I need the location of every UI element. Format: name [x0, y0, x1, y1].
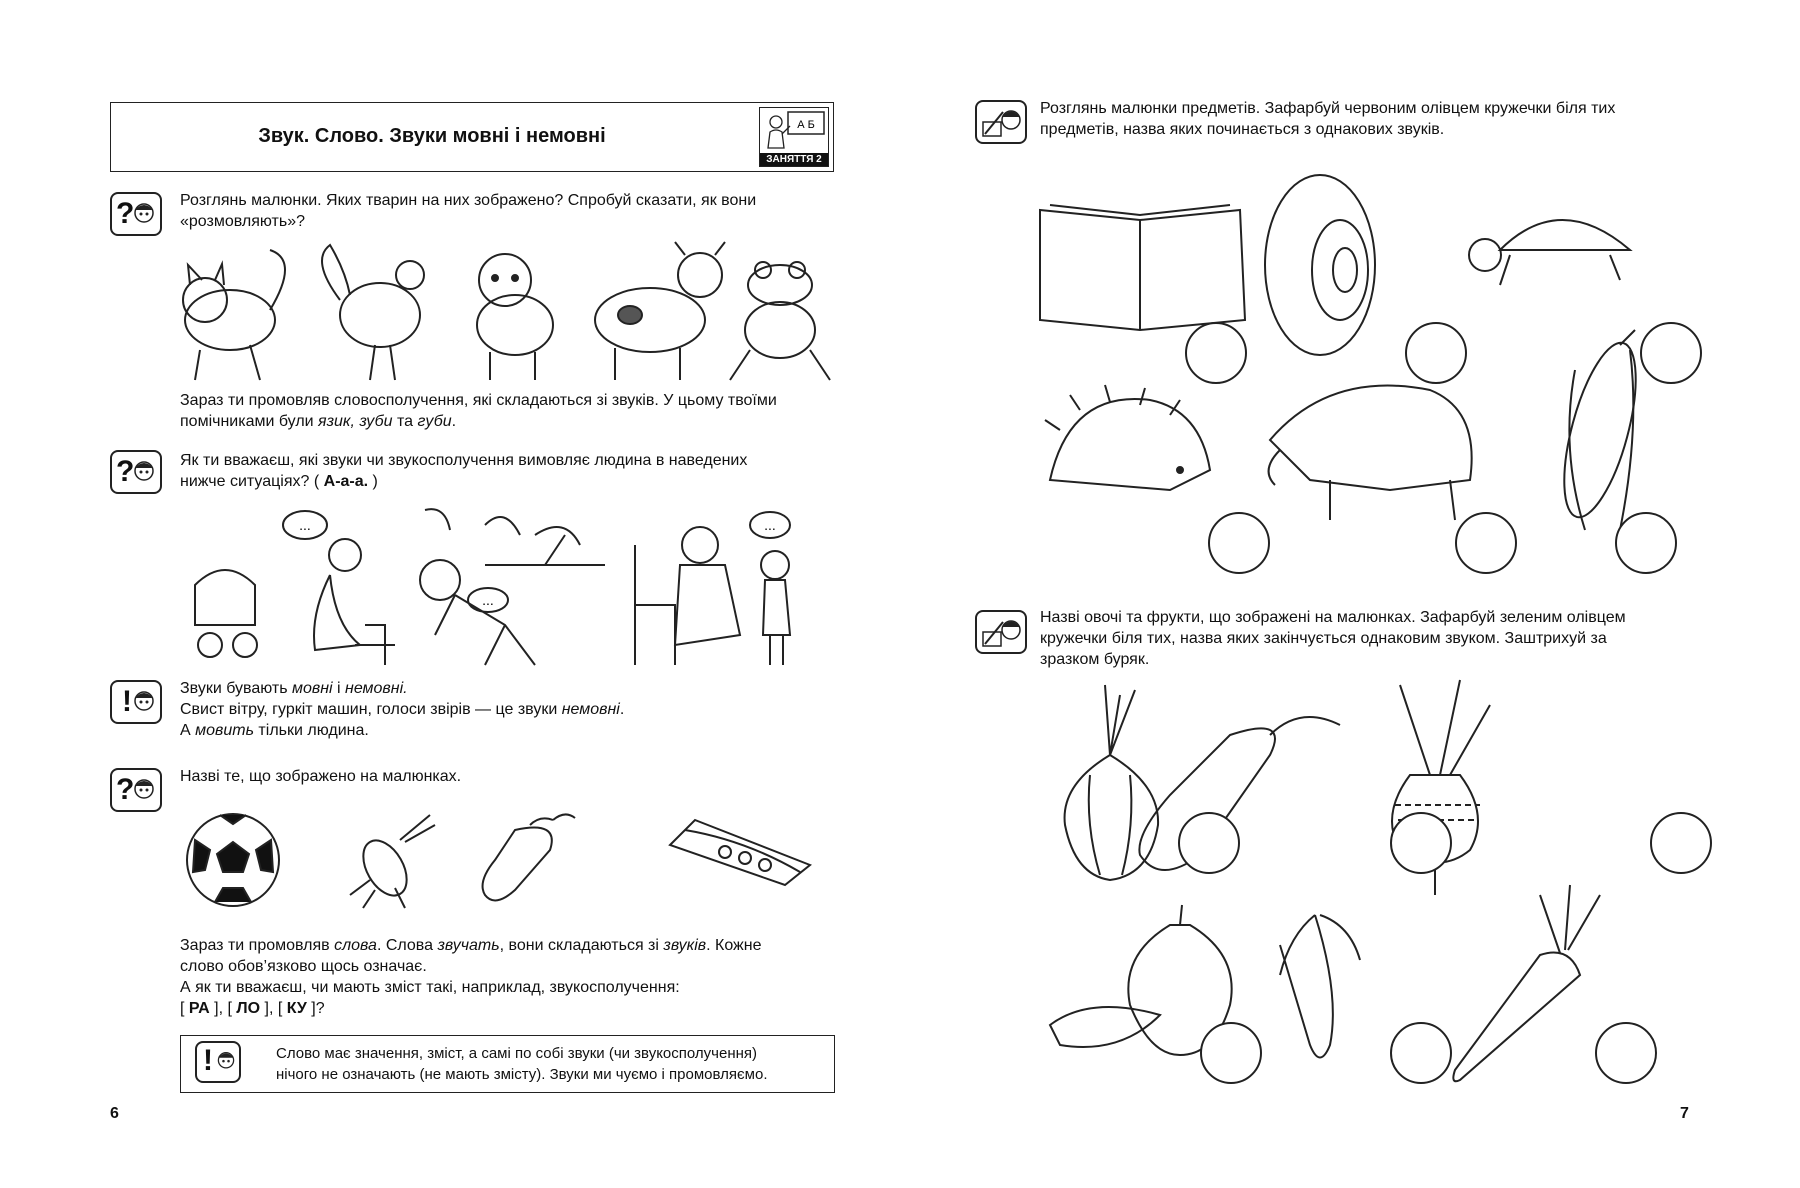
exclamation-rule-icon: ! — [195, 1041, 241, 1083]
lesson-badge — [759, 107, 829, 167]
rule1-text: Звуки бувають мовні і немовні. Свист вітру, гуркіт машин, голоси звірів — це звуки немовні. А мовить тільки людина. — [180, 680, 625, 739]
svg-text:А Б: А Б — [797, 119, 815, 131]
cucumber-illustration — [483, 814, 575, 900]
speech-bubble-dots: ... — [764, 517, 776, 533]
boy-falling-illustration — [420, 509, 605, 665]
vegetables-illustration — [1040, 675, 1700, 1095]
task2-text: Як ти вважаєш, які звуки чи звукосполучення вимовляє людина в наведених нижче ситуаціях? ( А-а-а. ) — [180, 452, 748, 490]
speech-organs-paragraph: Зараз ти промовляв словосполучення, які складаються зі звуків. У цьому твоїми помічниками були язик, зуби та губи. — [180, 392, 777, 430]
right-task2-text: Назві овочі та фрукти, що зображені на малюнках. Зафарбуй зеленим олівцем кружечки біля тих, назва яких закінчується однаковим звуком. Заштрихуй за зразком буряк. — [1040, 609, 1626, 668]
pencil-task-icon — [975, 100, 1027, 144]
page-title: Звук. Слово. Звуки мовні і немовні — [258, 125, 606, 147]
animals-illustration — [160, 240, 835, 390]
book-illustration — [1040, 205, 1245, 330]
task1-text: Розглянь малюнки. Яких тварин на них зображено? Спробуй сказати, як вони «розмовляють»? — [180, 192, 757, 230]
question-task-icon: ? — [110, 450, 162, 494]
garlic-illustration — [1050, 905, 1232, 1055]
answer-circle-book[interactable] — [1185, 322, 1247, 384]
words-paragraph: Зараз ти промовляв слова. Слова звучать, вони складаються зі звуків. Кожне слово обов’язково щось означає. А як ти вважаєш, чи мають зміст такі, наприклад, звукосполучення: [ РА ], [ ЛО ], [ КУ ]? — [180, 937, 762, 1017]
page-number-right: 7 — [1680, 1105, 1689, 1122]
answer-circle-boar[interactable] — [1455, 512, 1517, 574]
cat-illustration — [183, 250, 285, 380]
puppy-illustration — [477, 254, 553, 380]
hedgehog-illustration — [1045, 385, 1210, 490]
beetle-illustration — [350, 815, 435, 908]
rule-note-box — [180, 1035, 835, 1093]
exclamation-rule-icon: ! — [110, 680, 162, 724]
candy-illustration — [670, 820, 810, 885]
task3-text: Назві те, що зображено на малюнках. — [180, 768, 462, 785]
speech-bubble-dots: ... — [299, 517, 311, 533]
right-task1-text: Розглянь малюнки предметів. Зафарбуй червоним олівцем кружечки біля тих предметів, назва яких починається з однакових звуків. — [1040, 100, 1616, 138]
answer-circle-hedgehog[interactable] — [1208, 512, 1270, 574]
lesson-label: ЗАНЯТТЯ 2 — [760, 153, 828, 166]
answer-circle-cucumber[interactable] — [1390, 812, 1452, 874]
question-task-icon: ? — [110, 192, 162, 236]
answer-circle-carrot[interactable] — [1595, 1022, 1657, 1084]
answer-circle-garlic[interactable] — [1200, 1022, 1262, 1084]
ball-illustration — [187, 814, 279, 906]
tire-illustration — [1265, 175, 1375, 355]
turtle-illustration — [1469, 220, 1630, 285]
answer-circle-tire[interactable] — [1405, 322, 1467, 384]
objects-illustration — [185, 810, 835, 910]
doctor-illustration — [635, 512, 790, 665]
answer-circle-onion[interactable] — [1178, 812, 1240, 874]
banana-illustration — [1280, 915, 1360, 1058]
teacher-board-icon — [760, 108, 828, 153]
carrot-illustration — [1453, 885, 1600, 1081]
boar-illustration — [1269, 386, 1472, 520]
rule-note-text: Слово має значення, зміст, а самі по собі звуки (чи звукосполучення) нічого не означають (не мають змісту). Звуки ми чуємо і промовляємо. — [276, 1045, 768, 1083]
answer-circle-turtle[interactable] — [1640, 322, 1702, 384]
speech-bubble-dots: ... — [482, 592, 494, 608]
frog-illustration — [730, 262, 830, 380]
answer-circle-corn[interactable] — [1615, 512, 1677, 574]
situations-illustration — [185, 505, 835, 670]
lesson-title-box — [110, 102, 834, 172]
corn-illustration — [1550, 330, 1651, 530]
answer-circle-beet[interactable] — [1650, 812, 1712, 874]
answer-circle-banana[interactable] — [1390, 1022, 1452, 1084]
question-task-icon: ? — [110, 768, 162, 812]
pencil-task-icon — [975, 610, 1027, 654]
onion-illustration — [1065, 685, 1159, 880]
cow-illustration — [595, 242, 725, 380]
page-number-left: 6 — [110, 1105, 119, 1122]
mother-with-stroller-illustration — [195, 511, 395, 665]
rooster-illustration — [322, 245, 424, 380]
objects-row-illustration — [1030, 170, 1710, 570]
